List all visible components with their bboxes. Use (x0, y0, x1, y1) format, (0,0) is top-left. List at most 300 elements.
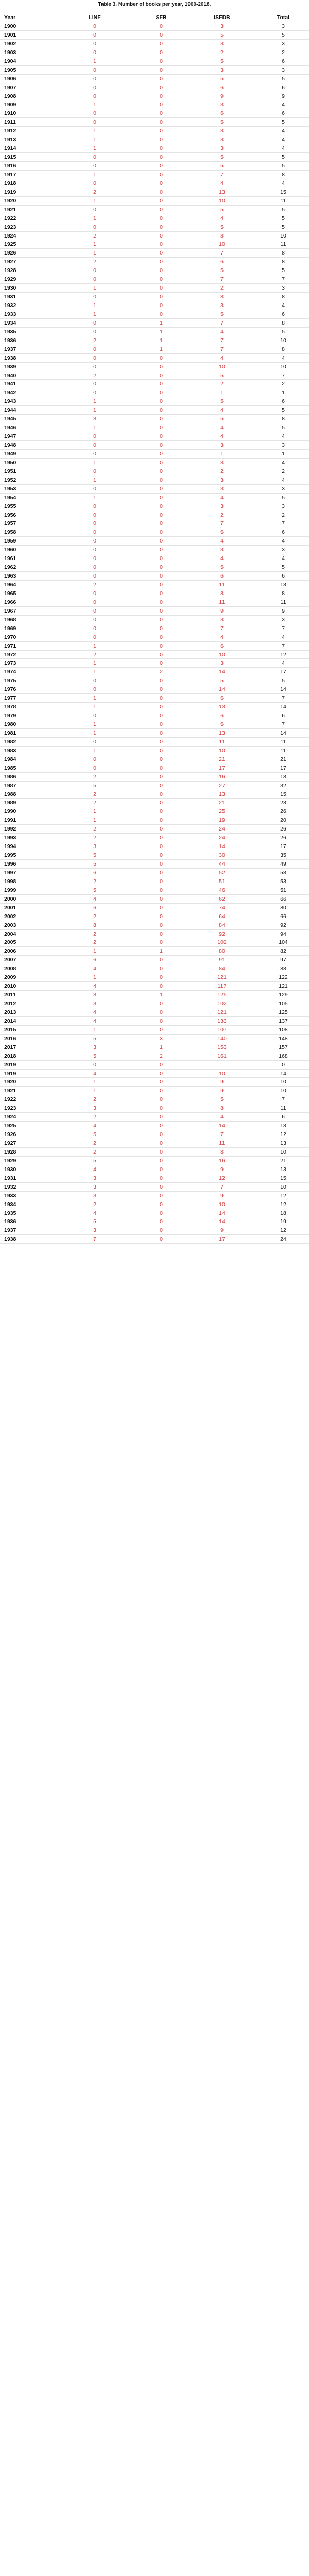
cell-sfb: 1 (160, 319, 163, 326)
cell-total: 7 (282, 520, 285, 527)
table-row (0, 1087, 309, 1095)
table-row (0, 415, 309, 423)
cell-linf: 4 (93, 895, 96, 902)
cell-total: 14 (280, 1070, 286, 1077)
cell-year: 1906 (4, 75, 16, 82)
cell-sfb: 0 (160, 197, 163, 204)
table-row (0, 912, 309, 921)
table-row (0, 388, 309, 397)
cell-isfdb: 21 (219, 800, 225, 806)
cell-linf: 5 (93, 852, 96, 859)
cell-year: 1973 (4, 660, 16, 667)
cell-linf: 2 (93, 913, 96, 920)
table-row (0, 135, 309, 144)
cell-linf: 0 (93, 154, 96, 161)
cell-sfb: 0 (160, 616, 163, 623)
table-row (0, 153, 309, 162)
cell-linf: 4 (93, 983, 96, 990)
table-row (0, 336, 309, 345)
cell-isfdb: 9 (220, 1079, 224, 1086)
cell-total: 6 (282, 58, 285, 64)
cell-year: 1936 (4, 1218, 16, 1225)
table-row (0, 528, 309, 537)
cell-total: 3 (282, 40, 285, 47)
cell-isfdb: 4 (220, 407, 224, 414)
cell-total: 18 (280, 1210, 286, 1216)
cell-isfdb: 10 (219, 1070, 225, 1077)
cell-year: 1911 (4, 119, 16, 126)
cell-total: 10 (280, 337, 286, 344)
cell-sfb: 0 (160, 607, 163, 614)
cell-isfdb: 51 (219, 878, 225, 885)
table-row (0, 1157, 309, 1165)
cell-isfdb: 9 (220, 607, 224, 614)
cell-total: 12 (280, 1192, 286, 1199)
cell-year: 1974 (4, 669, 16, 675)
cell-total: 5 (282, 75, 285, 82)
table-row (0, 668, 309, 676)
cell-sfb: 0 (160, 835, 163, 841)
cell-linf: 0 (93, 75, 96, 82)
cell-year: 1963 (4, 573, 16, 580)
header-year: Year (4, 14, 16, 21)
cell-sfb: 0 (160, 913, 163, 920)
table-row (0, 834, 309, 842)
table-row (0, 869, 309, 877)
cell-total: 4 (282, 302, 285, 309)
cell-isfdb: 3 (220, 137, 224, 143)
cell-linf: 0 (93, 485, 96, 492)
cell-total: 94 (280, 930, 286, 937)
cell-sfb: 0 (160, 119, 163, 126)
cell-linf: 0 (93, 93, 96, 99)
cell-year: 1964 (4, 582, 16, 588)
cell-total: 10 (280, 1088, 286, 1094)
cell-sfb: 0 (160, 241, 163, 248)
table-title: Table 3. Number of books per year, 1900-2018. (98, 2, 211, 7)
cell-year: 1924 (4, 1114, 16, 1121)
cell-total: 92 (280, 922, 286, 928)
cell-sfb: 0 (160, 267, 163, 274)
cell-year: 2017 (4, 1044, 16, 1050)
cell-linf: 2 (93, 835, 96, 841)
cell-isfdb: 7 (220, 337, 224, 344)
cell-year: 1953 (4, 485, 16, 492)
table-row (0, 485, 309, 494)
cell-sfb: 0 (160, 713, 163, 719)
cell-total: 14 (280, 704, 286, 710)
cell-isfdb: 13 (219, 730, 225, 736)
cell-isfdb: 3 (220, 442, 224, 448)
cell-year: 1994 (4, 843, 16, 850)
cell-isfdb: 7 (220, 171, 224, 178)
table-row (0, 1061, 309, 1070)
cell-isfdb: 2 (220, 381, 224, 387)
cell-sfb: 0 (160, 512, 163, 518)
cell-isfdb: 4 (220, 634, 224, 640)
cell-total: 5 (282, 267, 285, 274)
cell-isfdb: 3 (220, 503, 224, 510)
table-row (0, 57, 309, 66)
cell-isfdb: 3 (220, 459, 224, 466)
cell-linf: 0 (93, 328, 96, 335)
table-row (0, 266, 309, 275)
cell-sfb: 0 (160, 224, 163, 230)
header-linf: LINF (89, 14, 101, 21)
cell-sfb: 0 (160, 40, 163, 47)
cell-sfb: 0 (160, 852, 163, 859)
cell-total: 5 (282, 154, 285, 161)
cell-total: 5 (282, 31, 285, 38)
cell-sfb: 0 (160, 957, 163, 963)
cell-sfb: 0 (160, 398, 163, 405)
cell-total: 21 (280, 756, 286, 762)
cell-year: 1983 (4, 747, 16, 754)
cell-year: 1933 (4, 311, 16, 317)
cell-total: 10 (280, 1079, 286, 1086)
cell-total: 4 (282, 538, 285, 545)
cell-total: 121 (279, 983, 288, 990)
table-row (0, 214, 309, 223)
cell-total: 13 (280, 582, 286, 588)
table-row (0, 494, 309, 502)
cell-isfdb: 80 (219, 948, 225, 955)
cell-linf: 1 (93, 695, 96, 702)
cell-year: 1968 (4, 616, 16, 623)
cell-linf: 5 (93, 1035, 96, 1042)
cell-linf: 0 (93, 163, 96, 169)
cell-isfdb: 3 (220, 101, 224, 108)
cell-sfb: 0 (160, 642, 163, 649)
cell-sfb: 1 (160, 992, 163, 998)
cell-sfb: 0 (160, 1227, 163, 1234)
cell-year: 1920 (4, 1079, 16, 1086)
cell-linf: 0 (93, 354, 96, 361)
cell-sfb: 0 (160, 354, 163, 361)
cell-linf: 4 (93, 1123, 96, 1129)
cell-year: 1921 (4, 206, 16, 213)
cell-sfb: 0 (160, 965, 163, 972)
cell-total: 104 (279, 939, 288, 946)
table-row (0, 1174, 309, 1183)
cell-linf: 0 (93, 206, 96, 213)
table-row (0, 554, 309, 563)
cell-year: 1956 (4, 512, 16, 518)
table-row (0, 982, 309, 991)
cell-total: 24 (280, 1236, 286, 1243)
cell-linf: 2 (93, 582, 96, 588)
cell-year: 1980 (4, 721, 16, 727)
cell-total: 26 (280, 835, 286, 841)
cell-linf: 0 (93, 512, 96, 518)
cell-linf: 1 (93, 171, 96, 178)
cell-total: 8 (282, 171, 285, 178)
cell-isfdb: 5 (220, 224, 224, 230)
cell-sfb: 0 (160, 782, 163, 789)
cell-total: 5 (282, 119, 285, 126)
cell-isfdb: 25 (219, 808, 225, 815)
cell-isfdb: 10 (219, 1201, 225, 1208)
cell-year: 1933 (4, 1192, 16, 1199)
cell-sfb: 0 (160, 547, 163, 553)
cell-year: 1967 (4, 607, 16, 614)
header-sfb: SFB (156, 14, 167, 21)
cell-linf: 0 (93, 381, 96, 387)
cell-sfb: 0 (160, 163, 163, 169)
cell-linf: 0 (93, 625, 96, 632)
cell-sfb: 0 (160, 58, 163, 64)
cell-sfb: 0 (160, 529, 163, 536)
table-row (0, 31, 309, 40)
cell-sfb: 0 (160, 1096, 163, 1103)
cell-year: 2004 (4, 930, 16, 937)
cell-year: 1997 (4, 869, 16, 876)
table-row (0, 842, 309, 851)
cell-linf: 6 (93, 957, 96, 963)
cell-isfdb: 7 (220, 346, 224, 352)
cell-year: 1947 (4, 433, 16, 440)
cell-linf: 4 (93, 1210, 96, 1216)
cell-total: 97 (280, 957, 286, 963)
table-row (0, 345, 309, 354)
cell-year: 1937 (4, 346, 16, 352)
cell-linf: 0 (93, 40, 96, 47)
cell-year: 1991 (4, 817, 16, 824)
cell-total: 5 (282, 677, 285, 684)
cell-linf: 0 (93, 564, 96, 571)
cell-sfb: 0 (160, 939, 163, 946)
cell-sfb: 0 (160, 23, 163, 29)
cell-isfdb: 64 (219, 913, 225, 920)
table-row (0, 206, 309, 214)
cell-total: 8 (282, 259, 285, 265)
cell-isfdb: 5 (220, 267, 224, 274)
cell-isfdb: 102 (217, 1001, 227, 1007)
cell-linf: 0 (93, 119, 96, 126)
cell-linf: 0 (93, 520, 96, 527)
cell-sfb: 0 (160, 294, 163, 300)
cell-total: 122 (279, 974, 288, 981)
cell-sfb: 0 (160, 826, 163, 833)
cell-isfdb: 91 (219, 957, 225, 963)
cell-linf: 0 (93, 267, 96, 274)
cell-isfdb: 6 (220, 573, 224, 580)
cell-total: 2 (282, 49, 285, 56)
cell-total: 15 (280, 1175, 286, 1181)
cell-year: 1935 (4, 1210, 16, 1216)
cell-sfb: 0 (160, 800, 163, 806)
cell-sfb: 0 (160, 930, 163, 937)
cell-total: 8 (282, 319, 285, 326)
cell-total: 2 (282, 468, 285, 474)
cell-sfb: 0 (160, 555, 163, 562)
cell-sfb: 0 (160, 1123, 163, 1129)
cell-isfdb: 6 (220, 110, 224, 117)
cell-sfb: 0 (160, 861, 163, 867)
table-row (0, 964, 309, 973)
cell-year: 2016 (4, 1035, 16, 1042)
cell-isfdb: 27 (219, 782, 225, 789)
cell-linf: 0 (93, 677, 96, 684)
cell-isfdb: 121 (217, 974, 227, 981)
table-row (0, 999, 309, 1008)
cell-linf: 2 (93, 826, 96, 833)
cell-year: 1905 (4, 66, 16, 73)
cell-isfdb: 3 (220, 477, 224, 483)
table-row (0, 738, 309, 747)
table-row (0, 397, 309, 406)
cell-total: 66 (280, 895, 286, 902)
cell-sfb: 0 (160, 503, 163, 510)
cell-linf: 0 (93, 599, 96, 605)
cell-sfb: 1 (160, 337, 163, 344)
table-row (0, 633, 309, 642)
cell-isfdb: 4 (220, 354, 224, 361)
cell-isfdb: 12 (219, 1175, 225, 1181)
table-row (0, 572, 309, 581)
cell-isfdb: 10 (219, 241, 225, 248)
cell-total: 6 (282, 110, 285, 117)
table-row (0, 275, 309, 284)
cell-year: 1910 (4, 110, 16, 117)
cell-year: 2006 (4, 948, 16, 955)
cell-isfdb: 102 (217, 939, 227, 946)
table-row (0, 589, 309, 598)
cell-linf: 2 (93, 791, 96, 798)
header-total: Total (277, 14, 290, 21)
cell-isfdb: 4 (220, 433, 224, 440)
cell-year: 1930 (4, 285, 16, 292)
cell-total: 3 (282, 23, 285, 29)
cell-isfdb: 4 (220, 328, 224, 335)
cell-total: 18 (280, 773, 286, 780)
cell-sfb: 0 (160, 145, 163, 152)
cell-isfdb: 17 (219, 1236, 225, 1243)
cell-isfdb: 5 (220, 206, 224, 213)
cell-isfdb: 5 (220, 163, 224, 169)
cell-sfb: 0 (160, 756, 163, 762)
cell-isfdb: 3 (220, 23, 224, 29)
table-row (0, 624, 309, 633)
cell-linf: 3 (93, 1175, 96, 1181)
cell-linf: 1 (93, 425, 96, 431)
cell-total: 7 (282, 372, 285, 379)
cell-sfb: 0 (160, 1166, 163, 1173)
table-row (0, 100, 309, 109)
cell-total: 108 (279, 1026, 288, 1033)
cell-isfdb: 5 (220, 311, 224, 317)
cell-linf: 2 (93, 259, 96, 265)
cell-sfb: 0 (160, 1070, 163, 1077)
cell-total: 8 (282, 250, 285, 257)
cell-isfdb: 44 (219, 861, 225, 867)
cell-total: 10 (280, 363, 286, 370)
cell-year: 1971 (4, 642, 16, 649)
cell-total: 20 (280, 817, 286, 824)
cell-linf: 0 (93, 573, 96, 580)
cell-isfdb: 5 (220, 31, 224, 38)
cell-sfb: 0 (160, 983, 163, 990)
cell-sfb: 0 (160, 1026, 163, 1033)
cell-linf: 1 (93, 1088, 96, 1094)
table-row (0, 1200, 309, 1209)
cell-linf: 1 (93, 250, 96, 257)
cell-year: 1951 (4, 468, 16, 474)
cell-sfb: 0 (160, 171, 163, 178)
cell-total: 6 (282, 311, 285, 317)
cell-year: 1970 (4, 634, 16, 640)
cell-linf: 0 (93, 590, 96, 597)
cell-total: 5 (282, 425, 285, 431)
table-row (0, 188, 309, 197)
table-row (0, 467, 309, 476)
cell-isfdb: 16 (219, 773, 225, 780)
cell-total: 21 (280, 1157, 286, 1164)
cell-linf: 1 (93, 747, 96, 754)
cell-total: 11 (280, 197, 286, 204)
table-row (0, 1209, 309, 1218)
cell-total: 1 (282, 389, 285, 396)
cell-isfdb: 5 (220, 564, 224, 571)
cell-sfb: 0 (160, 573, 163, 580)
cell-sfb: 0 (160, 1140, 163, 1146)
cell-year: 1920 (4, 197, 16, 204)
cell-linf: 3 (93, 1192, 96, 1199)
cell-year: 1917 (4, 171, 16, 178)
table-row (0, 1183, 309, 1192)
cell-sfb: 0 (160, 869, 163, 876)
cell-linf: 1 (93, 285, 96, 292)
cell-sfb: 0 (160, 84, 163, 91)
cell-linf: 6 (93, 904, 96, 911)
cell-sfb: 0 (160, 1236, 163, 1243)
cell-sfb: 0 (160, 1079, 163, 1086)
cell-linf: 1 (93, 669, 96, 675)
cell-year: 1990 (4, 808, 16, 815)
cell-sfb: 0 (160, 1001, 163, 1007)
cell-year: 1977 (4, 695, 16, 702)
cell-sfb: 0 (160, 1192, 163, 1199)
cell-sfb: 0 (160, 677, 163, 684)
cell-linf: 0 (93, 468, 96, 474)
cell-year: 1936 (4, 337, 16, 344)
cell-sfb: 0 (160, 206, 163, 213)
cell-linf: 1 (93, 241, 96, 248)
table-row (0, 197, 309, 206)
cell-isfdb: 74 (219, 904, 225, 911)
cell-year: 1919 (4, 1070, 16, 1077)
cell-year: 1916 (4, 163, 16, 169)
cell-total: 19 (280, 1218, 286, 1225)
cell-sfb: 0 (160, 721, 163, 727)
cell-sfb: 0 (160, 1131, 163, 1138)
cell-year: 2015 (4, 1026, 16, 1033)
cell-isfdb: 3 (220, 302, 224, 309)
table-row (0, 685, 309, 694)
cell-sfb: 0 (160, 590, 163, 597)
table-row (0, 476, 309, 485)
cell-linf: 1 (93, 145, 96, 152)
cell-sfb: 0 (160, 128, 163, 134)
cell-linf: 5 (93, 887, 96, 893)
cell-total: 26 (280, 826, 286, 833)
cell-year: 2000 (4, 895, 16, 902)
cell-linf: 3 (93, 1044, 96, 1050)
cell-year: 1961 (4, 555, 16, 562)
cell-total: 15 (280, 791, 286, 798)
cell-year: 2012 (4, 1001, 16, 1007)
cell-year: 1902 (4, 40, 16, 47)
